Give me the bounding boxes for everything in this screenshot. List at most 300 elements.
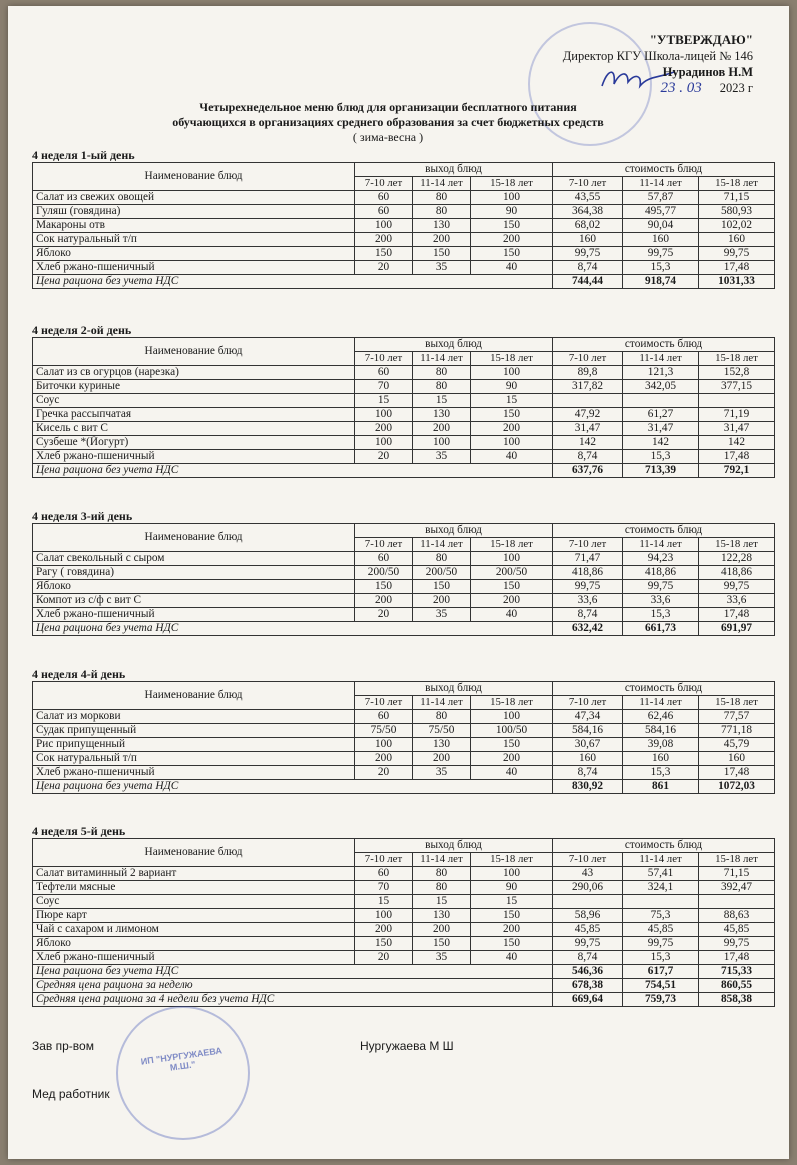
column-header-age: 11-14 лет — [623, 177, 699, 191]
yield-cell: 100 — [471, 366, 553, 380]
cost-cell: 99,75 — [623, 580, 699, 594]
cost-cell: 771,18 — [699, 724, 775, 738]
yield-cell: 200 — [471, 923, 553, 937]
cost-cell: 122,28 — [699, 552, 775, 566]
yield-cell: 150 — [471, 937, 553, 951]
dish-name: Пюре карт — [33, 909, 355, 923]
yield-cell: 80 — [413, 380, 471, 394]
yield-cell: 200 — [471, 752, 553, 766]
cost-cell: 88,63 — [699, 909, 775, 923]
cost-cell: 39,08 — [623, 738, 699, 752]
cost-cell — [553, 394, 623, 408]
approval-block — [493, 32, 753, 96]
cost-cell: 15,3 — [623, 766, 699, 780]
approval-title: "УТВЕРЖДАЮ" — [649, 32, 753, 47]
column-header-age: 7-10 лет — [355, 177, 413, 191]
cost-cell — [699, 394, 775, 408]
cost-cell: 160 — [553, 752, 623, 766]
total-row — [33, 780, 775, 794]
dish-name: Сок натуральный т/п — [33, 233, 355, 247]
week-title: 4 неделя 3-ий день — [32, 509, 133, 523]
cost-cell: 580,93 — [699, 205, 775, 219]
yield-cell: 100 — [355, 738, 413, 752]
yield-cell: 35 — [413, 450, 471, 464]
column-header-cost: стоимость блюд — [553, 338, 775, 352]
column-header-age: 11-14 лет — [623, 538, 699, 552]
dish-name: Рис припущенный — [33, 738, 355, 752]
yield-cell: 70 — [355, 881, 413, 895]
cost-cell: 99,75 — [699, 937, 775, 951]
yield-cell: 130 — [413, 219, 471, 233]
week-title: 4 неделя 5-й день — [32, 824, 126, 838]
cost-cell: 102,02 — [699, 219, 775, 233]
table-row — [33, 261, 775, 275]
table-row — [33, 566, 775, 580]
yield-cell: 90 — [471, 205, 553, 219]
menu-table — [32, 681, 775, 794]
yield-cell: 60 — [355, 191, 413, 205]
total-value: 661,73 — [623, 622, 699, 636]
yield-cell: 200/50 — [355, 566, 413, 580]
cost-cell: 8,74 — [553, 261, 623, 275]
cost-cell: 8,74 — [553, 608, 623, 622]
cost-cell: 75,3 — [623, 909, 699, 923]
cost-cell: 17,48 — [699, 261, 775, 275]
total-value: 713,39 — [623, 464, 699, 478]
yield-cell: 150 — [413, 580, 471, 594]
total-label: Средняя цена рациона за 4 недели без учета НДС — [33, 993, 553, 1007]
yield-cell: 60 — [355, 710, 413, 724]
total-value: 678,38 — [553, 979, 623, 993]
total-value: 1031,33 — [699, 275, 775, 289]
table-row — [33, 191, 775, 205]
yield-cell: 130 — [413, 408, 471, 422]
table-row — [33, 580, 775, 594]
column-header-age: 11-14 лет — [413, 538, 471, 552]
cost-cell: 15,3 — [623, 450, 699, 464]
yield-cell: 130 — [413, 738, 471, 752]
dish-name: Яблоко — [33, 247, 355, 261]
total-value: 715,33 — [699, 965, 775, 979]
yield-cell: 40 — [471, 261, 553, 275]
dish-name: Хлеб ржано-пшеничный — [33, 766, 355, 780]
dish-name: Гречка рассыпчатая — [33, 408, 355, 422]
total-row — [33, 993, 775, 1007]
cost-cell: 33,6 — [623, 594, 699, 608]
dish-name: Хлеб ржано-пшеничный — [33, 450, 355, 464]
column-header-age: 11-14 лет — [413, 853, 471, 867]
dish-name: Хлеб ржано-пшеничный — [33, 261, 355, 275]
cost-cell: 17,48 — [699, 608, 775, 622]
yield-cell: 200 — [413, 594, 471, 608]
cost-cell: 31,47 — [623, 422, 699, 436]
table-row — [33, 380, 775, 394]
yield-cell: 60 — [355, 552, 413, 566]
cost-cell: 324,1 — [623, 881, 699, 895]
dish-name: Хлеб ржано-пшеничный — [33, 608, 355, 622]
column-header-cost: стоимость блюд — [553, 163, 775, 177]
cost-cell: 99,75 — [623, 937, 699, 951]
yield-cell: 150 — [355, 580, 413, 594]
yield-cell: 150 — [413, 247, 471, 261]
cost-cell: 30,67 — [553, 738, 623, 752]
dish-name: Сузбеше *(Йогурт) — [33, 436, 355, 450]
table-row — [33, 724, 775, 738]
column-header-age: 15-18 лет — [471, 853, 553, 867]
approval-date — [493, 80, 753, 96]
header-line-2: обучающихся в организациях среднего образования за счет бюджетных средств — [172, 115, 604, 129]
cost-cell: 57,87 — [623, 191, 699, 205]
yield-cell: 80 — [413, 191, 471, 205]
column-header-age: 11-14 лет — [413, 696, 471, 710]
yield-cell: 70 — [355, 380, 413, 394]
cost-cell: 94,23 — [623, 552, 699, 566]
cost-cell: 160 — [553, 233, 623, 247]
cost-cell: 160 — [623, 752, 699, 766]
total-value: 759,73 — [623, 993, 699, 1007]
head-signature-label: Зав пр-вом — [32, 1039, 94, 1053]
dish-name: Яблоко — [33, 580, 355, 594]
column-header-age: 11-14 лет — [623, 352, 699, 366]
ip-stamp — [116, 1006, 250, 1140]
cost-cell: 99,75 — [699, 580, 775, 594]
cost-cell: 99,75 — [553, 580, 623, 594]
cost-cell: 58,96 — [553, 909, 623, 923]
table-row — [33, 422, 775, 436]
total-value: 861 — [623, 780, 699, 794]
table-row — [33, 247, 775, 261]
week-title: 4 неделя 1-ый день — [32, 148, 135, 162]
column-header-age: 7-10 лет — [355, 538, 413, 552]
table-row — [33, 710, 775, 724]
yield-cell: 15 — [413, 394, 471, 408]
total-value: 546,36 — [553, 965, 623, 979]
column-header-name: Наименование блюд — [33, 338, 355, 366]
total-value: 918,74 — [623, 275, 699, 289]
column-header-age: 7-10 лет — [553, 853, 623, 867]
total-label: Цена рациона без учета НДС — [33, 275, 553, 289]
med-signature-label: Мед работник — [32, 1087, 110, 1101]
column-header-age: 15-18 лет — [699, 177, 775, 191]
column-header-age: 7-10 лет — [553, 538, 623, 552]
yield-cell: 200 — [413, 233, 471, 247]
column-header-name: Наименование блюд — [33, 524, 355, 552]
table-row — [33, 205, 775, 219]
cost-cell: 71,47 — [553, 552, 623, 566]
table-row — [33, 366, 775, 380]
cost-cell: 45,85 — [623, 923, 699, 937]
cost-cell: 31,47 — [699, 422, 775, 436]
yield-cell: 75/50 — [413, 724, 471, 738]
cost-cell: 121,3 — [623, 366, 699, 380]
column-header-age: 11-14 лет — [413, 352, 471, 366]
yield-cell: 90 — [471, 881, 553, 895]
total-value: 754,51 — [623, 979, 699, 993]
cost-cell: 47,92 — [553, 408, 623, 422]
cost-cell — [623, 394, 699, 408]
table-row — [33, 867, 775, 881]
cost-cell — [553, 895, 623, 909]
total-row — [33, 622, 775, 636]
total-value: 744,44 — [553, 275, 623, 289]
yield-cell: 150 — [413, 937, 471, 951]
total-value: 691,97 — [699, 622, 775, 636]
cost-cell: 47,34 — [553, 710, 623, 724]
yield-cell: 100 — [471, 436, 553, 450]
cost-cell: 17,48 — [699, 951, 775, 965]
cost-cell: 377,15 — [699, 380, 775, 394]
dish-name: Салат из моркови — [33, 710, 355, 724]
cost-cell: 142 — [623, 436, 699, 450]
dish-name: Соус — [33, 394, 355, 408]
column-header-age: 15-18 лет — [471, 352, 553, 366]
yield-cell: 130 — [413, 909, 471, 923]
dish-name: Соус — [33, 895, 355, 909]
column-header-age: 7-10 лет — [355, 696, 413, 710]
dish-name: Кисель с вит С — [33, 422, 355, 436]
table-row — [33, 436, 775, 450]
column-header-name: Наименование блюд — [33, 163, 355, 191]
yield-cell: 35 — [413, 766, 471, 780]
yield-cell: 15 — [355, 895, 413, 909]
yield-cell: 100 — [355, 909, 413, 923]
cost-cell: 71,19 — [699, 408, 775, 422]
table-row — [33, 951, 775, 965]
document-header — [128, 100, 648, 145]
table-row — [33, 752, 775, 766]
header-season: ( зима-весна ) — [352, 130, 424, 144]
cost-cell: 317,82 — [553, 380, 623, 394]
cost-cell: 57,41 — [623, 867, 699, 881]
cost-cell: 99,75 — [623, 247, 699, 261]
cost-cell: 142 — [553, 436, 623, 450]
approval-date-hand: 23 . 03 — [660, 80, 702, 96]
dish-name: Рагу ( говядина) — [33, 566, 355, 580]
cost-cell: 68,02 — [553, 219, 623, 233]
dish-name: Гуляш (говядина) — [33, 205, 355, 219]
cost-cell: 71,15 — [699, 867, 775, 881]
cost-cell: 90,04 — [623, 219, 699, 233]
yield-cell: 60 — [355, 366, 413, 380]
yield-cell: 60 — [355, 867, 413, 881]
total-value: 858,38 — [699, 993, 775, 1007]
column-header-age: 15-18 лет — [699, 352, 775, 366]
cost-cell: 418,86 — [623, 566, 699, 580]
table-row — [33, 895, 775, 909]
column-header-yield: выход блюд — [355, 163, 553, 177]
total-label: Цена рациона без учета НДС — [33, 622, 553, 636]
cost-cell: 342,05 — [623, 380, 699, 394]
cost-cell — [623, 895, 699, 909]
approval-position: Директор КГУ Школа-лицей № 146 — [562, 49, 753, 63]
total-row — [33, 965, 775, 979]
yield-cell: 80 — [413, 205, 471, 219]
yield-cell: 100 — [471, 710, 553, 724]
table-row — [33, 909, 775, 923]
dish-name: Тефтели мясные — [33, 881, 355, 895]
table-row — [33, 608, 775, 622]
header-line-1: Четырехнедельное меню блюд для организации бесплатного питания — [199, 100, 577, 114]
cost-cell: 45,79 — [699, 738, 775, 752]
cost-cell: 31,47 — [553, 422, 623, 436]
yield-cell: 15 — [413, 895, 471, 909]
cost-cell: 33,6 — [553, 594, 623, 608]
menu-table — [32, 838, 775, 1007]
column-header-age: 15-18 лет — [699, 853, 775, 867]
cost-cell: 17,48 — [699, 766, 775, 780]
column-header-age: 7-10 лет — [553, 696, 623, 710]
yield-cell: 15 — [355, 394, 413, 408]
yield-cell: 35 — [413, 261, 471, 275]
yield-cell: 100 — [471, 867, 553, 881]
yield-cell: 200/50 — [413, 566, 471, 580]
yield-cell: 200 — [471, 422, 553, 436]
yield-cell: 40 — [471, 766, 553, 780]
yield-cell: 150 — [355, 937, 413, 951]
cost-cell — [699, 895, 775, 909]
yield-cell: 150 — [471, 219, 553, 233]
total-label: Цена рациона без учета НДС — [33, 965, 553, 979]
cost-cell: 160 — [699, 233, 775, 247]
week-title: 4 неделя 2-ой день — [32, 323, 132, 337]
yield-cell: 100 — [471, 552, 553, 566]
yield-cell: 80 — [413, 867, 471, 881]
dish-name: Чай с сахаром и лимоном — [33, 923, 355, 937]
yield-cell: 200 — [471, 233, 553, 247]
yield-cell: 35 — [413, 951, 471, 965]
column-header-age: 7-10 лет — [553, 352, 623, 366]
yield-cell: 200 — [413, 923, 471, 937]
yield-cell: 20 — [355, 608, 413, 622]
menu-table — [32, 162, 775, 289]
table-row — [33, 450, 775, 464]
approval-name: Нурадинов Н.М — [662, 65, 753, 79]
total-row — [33, 464, 775, 478]
yield-cell: 100 — [355, 436, 413, 450]
cost-cell: 71,15 — [699, 191, 775, 205]
column-header-yield: выход блюд — [355, 338, 553, 352]
column-header-name: Наименование блюд — [33, 839, 355, 867]
cost-cell: 99,75 — [553, 937, 623, 951]
total-value: 632,42 — [553, 622, 623, 636]
cost-cell: 17,48 — [699, 450, 775, 464]
yield-cell: 60 — [355, 205, 413, 219]
cost-cell: 152,8 — [699, 366, 775, 380]
dish-name: Салат из свежих овощей — [33, 191, 355, 205]
cost-cell: 495,77 — [623, 205, 699, 219]
yield-cell: 90 — [471, 380, 553, 394]
yield-cell: 20 — [355, 766, 413, 780]
dish-name: Сок натуральный т/п — [33, 752, 355, 766]
cost-cell: 77,57 — [699, 710, 775, 724]
cost-cell: 15,3 — [623, 608, 699, 622]
total-value: 830,92 — [553, 780, 623, 794]
table-row — [33, 923, 775, 937]
total-label: Средняя цена рациона за неделю — [33, 979, 553, 993]
column-header-cost: стоимость блюд — [553, 839, 775, 853]
table-row — [33, 766, 775, 780]
cost-cell: 99,75 — [699, 247, 775, 261]
cost-cell: 45,85 — [699, 923, 775, 937]
cost-cell: 584,16 — [623, 724, 699, 738]
cost-cell: 8,74 — [553, 766, 623, 780]
yield-cell: 100 — [355, 408, 413, 422]
column-header-name: Наименование блюд — [33, 682, 355, 710]
yield-cell: 150 — [471, 580, 553, 594]
yield-cell: 80 — [413, 710, 471, 724]
yield-cell: 150 — [471, 738, 553, 752]
yield-cell: 200 — [355, 923, 413, 937]
cost-cell: 584,16 — [553, 724, 623, 738]
cost-cell: 418,86 — [699, 566, 775, 580]
yield-cell: 200/50 — [471, 566, 553, 580]
cost-cell: 15,3 — [623, 951, 699, 965]
yield-cell: 20 — [355, 261, 413, 275]
column-header-age: 15-18 лет — [699, 538, 775, 552]
table-row — [33, 394, 775, 408]
week-title: 4 неделя 4-й день — [32, 667, 126, 681]
dish-name: Компот из с/ф с вит С — [33, 594, 355, 608]
column-header-yield: выход блюд — [355, 524, 553, 538]
dish-name: Хлеб ржано-пшеничный — [33, 951, 355, 965]
yield-cell: 150 — [355, 247, 413, 261]
yield-cell: 80 — [413, 552, 471, 566]
yield-cell: 40 — [471, 450, 553, 464]
total-value: 860,55 — [699, 979, 775, 993]
total-value: 792,1 — [699, 464, 775, 478]
ip-stamp-text: ИП "НУРГУЖАЕВА М.Ш." — [140, 1045, 223, 1073]
table-row — [33, 594, 775, 608]
yield-cell: 150 — [471, 247, 553, 261]
table-row — [33, 219, 775, 233]
yield-cell: 200 — [413, 422, 471, 436]
yield-cell: 100 — [413, 436, 471, 450]
yield-cell: 200 — [471, 594, 553, 608]
document-page — [8, 6, 789, 1159]
table-row — [33, 552, 775, 566]
cost-cell: 418,86 — [553, 566, 623, 580]
approval-year: 2023 г — [719, 81, 753, 95]
yield-cell: 20 — [355, 450, 413, 464]
total-label: Цена рациона без учета НДС — [33, 780, 553, 794]
yield-cell: 100 — [355, 219, 413, 233]
yield-cell: 75/50 — [355, 724, 413, 738]
yield-cell: 15 — [471, 895, 553, 909]
cost-cell: 8,74 — [553, 951, 623, 965]
cost-cell: 43,55 — [553, 191, 623, 205]
head-signature-name: Нургужаева М Ш — [360, 1039, 454, 1053]
column-header-age: 15-18 лет — [699, 696, 775, 710]
dish-name: Салат свекольный с сыром — [33, 552, 355, 566]
column-header-age: 7-10 лет — [355, 853, 413, 867]
cost-cell: 392,47 — [699, 881, 775, 895]
cost-cell: 43 — [553, 867, 623, 881]
cost-cell: 160 — [623, 233, 699, 247]
column-header-cost: стоимость блюд — [553, 524, 775, 538]
cost-cell: 89,8 — [553, 366, 623, 380]
cost-cell: 160 — [699, 752, 775, 766]
column-header-age: 7-10 лет — [553, 177, 623, 191]
yield-cell: 20 — [355, 951, 413, 965]
dish-name: Салат из св огурцов (нарезка) — [33, 366, 355, 380]
total-label: Цена рациона без учета НДС — [33, 464, 553, 478]
yield-cell: 200 — [355, 752, 413, 766]
total-value: 617,7 — [623, 965, 699, 979]
dish-name: Макароны отв — [33, 219, 355, 233]
cost-cell: 142 — [699, 436, 775, 450]
yield-cell: 35 — [413, 608, 471, 622]
column-header-cost: стоимость блюд — [553, 682, 775, 696]
